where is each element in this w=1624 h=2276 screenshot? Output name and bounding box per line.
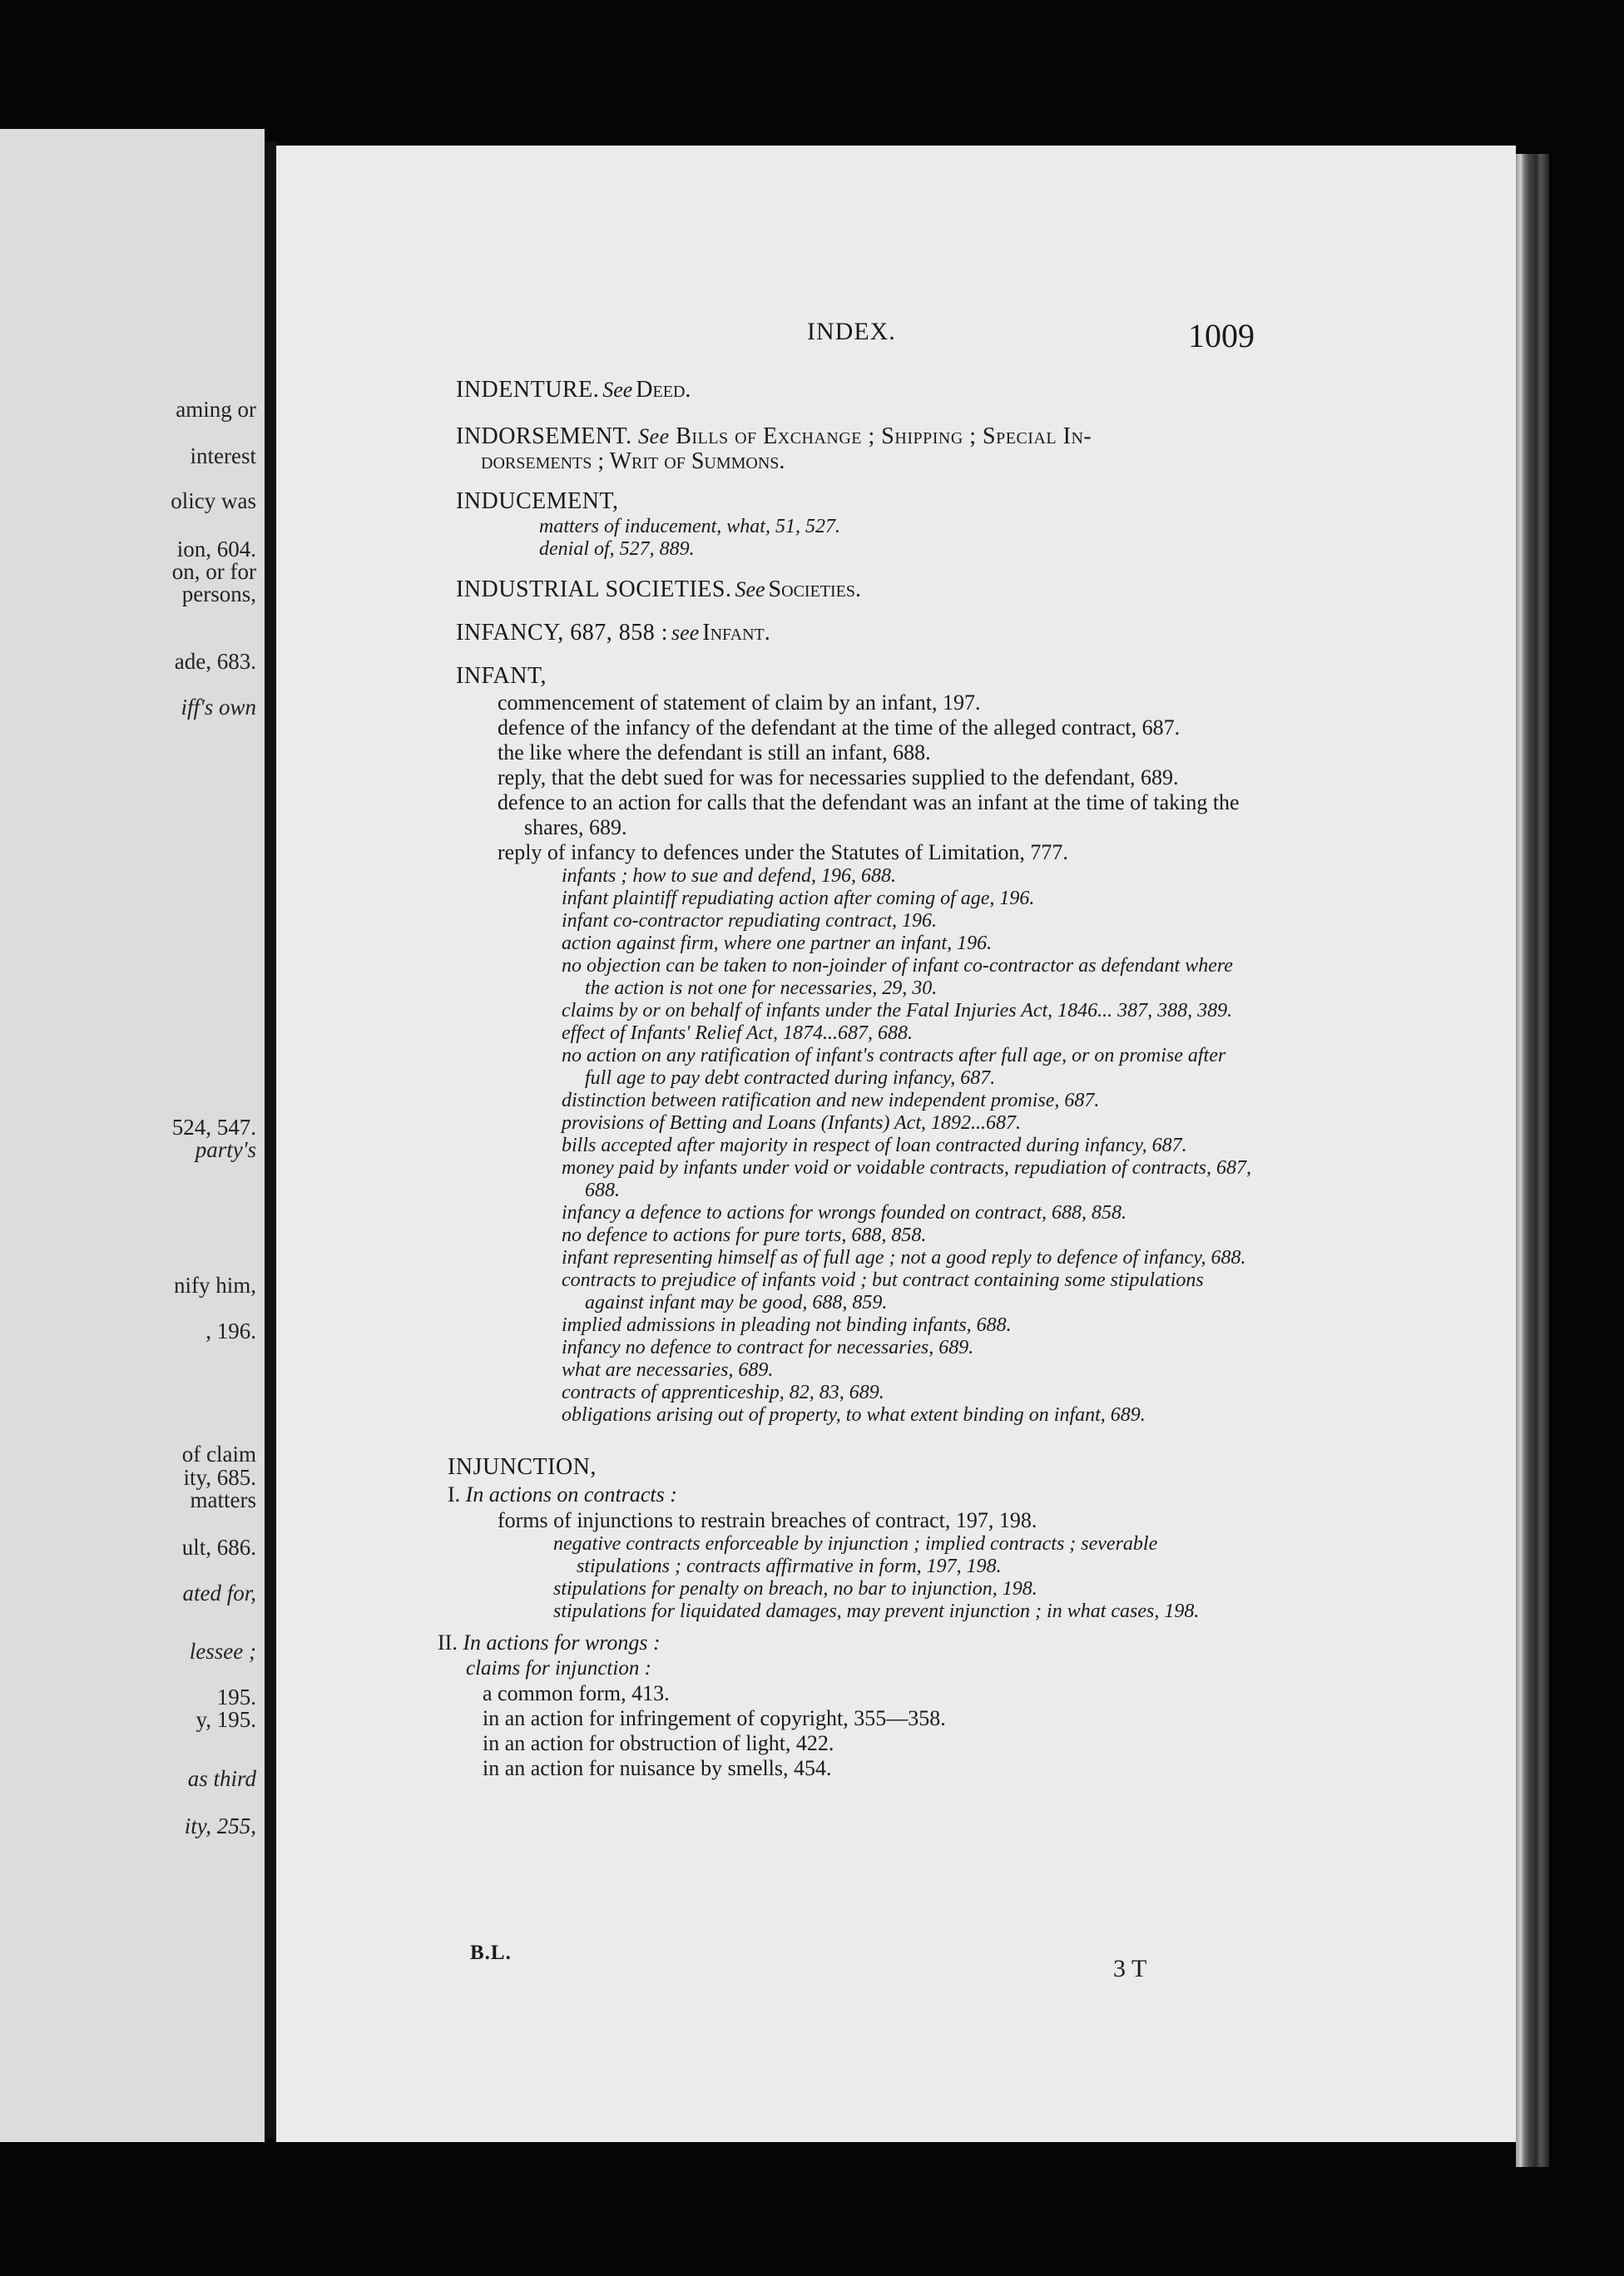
subentry: money paid by infants under void or voidable contracts, repudiation of contracts, 687, 688. (562, 1157, 1252, 1201)
page-title: INDEX. (807, 318, 896, 345)
left-line: iff's own (181, 695, 256, 720)
subentry: stipulations for liquidated damages, may prevent injunction ; in what cases, 198. (553, 1601, 1200, 1622)
entry-head: INDORSEMENT. (456, 423, 632, 449)
entry-injunction (438, 1453, 1255, 1781)
see-label: See (638, 424, 670, 448)
left-line: y, 195. (196, 1707, 256, 1732)
subentry: bills accepted after majority in respect of loan contracted during infancy, 687. (562, 1135, 1187, 1156)
left-line: lessee ; (189, 1639, 256, 1664)
left-line: ity, 685. (183, 1465, 256, 1490)
left-line: aming or (176, 397, 256, 422)
left-line: olicy was (171, 488, 256, 513)
subsection-title: claims for injunction : (466, 1657, 651, 1680)
subentry: no action on any ratification of infant's contracts after full age, or on promise after full age to pay debt contracted during infancy, 687. (562, 1045, 1226, 1089)
subentry: infancy a defence to actions for wrongs founded on contract, 688, 858. (562, 1202, 1127, 1224)
entry-head: INDENTURE. (456, 377, 600, 403)
subentry: provisions of Betting and Loans (Infants) Act, 1892...687. (562, 1112, 1021, 1134)
section-heading (448, 1482, 1255, 1508)
entry-indorsement (456, 423, 1255, 473)
section-number: I. (448, 1482, 461, 1507)
entry-indenture (456, 376, 1255, 404)
entry-industrial-societies (456, 576, 1255, 604)
section-title: In actions for wrongs : (463, 1630, 661, 1655)
subentry: claims by or on behalf of infants under the Fatal Injuries Act, 1846... 387, 388, 389. (562, 1000, 1233, 1022)
subentry: commencement of statement of claim by an infant, 197. (498, 690, 981, 715)
subentry: infancy no defence to contract for necessaries, 689. (562, 1337, 974, 1358)
entry-infant (456, 662, 1255, 1427)
left-line: , 196. (205, 1319, 256, 1343)
subentry: in an action for infringement of copyright, 355—358. (483, 1706, 946, 1730)
left-line: party's (195, 1137, 256, 1162)
subentry: matters of inducement, what, 51, 527. (539, 516, 840, 537)
entry-head: INDUCEMENT, (456, 488, 619, 514)
subentry: defence of the infancy of the defendant at the time of the alleged contract, 687. (498, 715, 1181, 740)
cross-reference: Infant. (702, 620, 770, 646)
section-title: In actions on contracts : (465, 1482, 677, 1507)
left-line: ated for, (182, 1581, 256, 1606)
subentry: denial of, 527, 889. (539, 538, 695, 560)
page-edge (1516, 154, 1549, 2167)
cross-reference: dorsements ; Writ of Summons. (481, 448, 785, 474)
subentry: no objection can be taken to non-joinder of infant co-contractor as defendant where the action is not one for necessaries, 29, 30. (562, 955, 1233, 999)
page-number: 1009 (1188, 317, 1255, 354)
entry-head: INJUNCTION, (448, 1454, 597, 1480)
section-heading (438, 1630, 1255, 1656)
section-number: II. (438, 1630, 458, 1655)
subentry: forms of injunctions to restrain breaches of contract, 197, 198. (498, 1508, 1037, 1532)
subentry: the like where the defendant is still an infant, 688. (498, 740, 931, 764)
entry-infancy (456, 619, 1255, 647)
subentry: effect of Infants' Relief Act, 1874...687, 688. (562, 1022, 913, 1044)
left-line: ion, 604. (176, 537, 256, 562)
subentry: implied admissions in pleading not binding infants, 688. (562, 1314, 1012, 1336)
subentry: contracts to prejudice of infants void ; but contract containing some stipulations against infant may be good, 688, 859. (562, 1269, 1204, 1314)
subentry: reply of infancy to defences under the Statutes of Limitation, 777. (498, 840, 1068, 864)
left-line: on, or for (171, 559, 256, 584)
subentry: reply, that the debt sued for was for necessaries supplied to the defendant, 689. (498, 765, 1179, 789)
left-line: ult, 686. (181, 1535, 256, 1560)
cross-reference: Societies. (768, 576, 861, 602)
subentry: infant plaintiff repudiating action after coming of age, 196. (562, 888, 1035, 909)
entry-head: INDUSTRIAL SOCIETIES. (456, 576, 732, 602)
subentry: infants ; how to sue and defend, 196, 688. (562, 865, 896, 887)
left-line: nify him, (174, 1273, 256, 1298)
left-line: persons, (181, 581, 256, 606)
subentry: in an action for nuisance by smells, 454. (483, 1756, 832, 1780)
subentry: stipulations for penalty on breach, no bar to injunction, 198. (553, 1578, 1037, 1600)
cross-reference: Bills of Exchange ; Shipping ; Special In- (676, 423, 1092, 449)
see-label: see (671, 621, 700, 645)
subentry: no defence to actions for pure torts, 688, 858. (562, 1225, 927, 1246)
subentry: a common form, 413. (483, 1681, 670, 1705)
entry-head: INFANCY, 687, 858 : (456, 620, 669, 646)
see-label: See (602, 378, 633, 402)
cross-reference: Deed. (636, 377, 691, 403)
entry-head: INFANT, (456, 663, 547, 689)
subentry: what are necessaries, 689. (562, 1359, 774, 1381)
gathering-mark: 3 T (1113, 1955, 1147, 1982)
subentry: infant co-contractor repudiating contract, 196. (562, 910, 938, 932)
left-line: interest (190, 443, 256, 468)
subentry: obligations arising out of property, to what extent binding on infant, 689. (562, 1404, 1146, 1426)
subentry: in an action for obstruction of light, 422. (483, 1731, 834, 1755)
subentry: negative contracts enforceable by injunction ; implied contracts ; severable stipulations ; contracts affirmative in form, 197, 198. (553, 1533, 1158, 1577)
left-line: ade, 683. (174, 649, 256, 674)
left-line: as third (187, 1766, 256, 1791)
book-gutter (265, 141, 276, 2138)
subentry: contracts of apprenticeship, 82, 83, 689. (562, 1382, 884, 1403)
left-line: matters (190, 1487, 256, 1512)
left-line: of claim (181, 1442, 256, 1467)
left-line: 524, 547. (171, 1115, 256, 1140)
left-line: 195. (216, 1685, 256, 1709)
subentry: action against firm, where one partner an infant, 196. (562, 933, 993, 954)
left-line: ity, 255, (184, 1813, 256, 1838)
index-content (438, 376, 1255, 1789)
signature-mark: B.L. (470, 1942, 512, 1964)
subentry: infant representing himself as of full age ; not a good reply to defence of infancy, 688. (562, 1247, 1246, 1269)
subentry: distinction between ratification and new independent promise, 687. (562, 1090, 1100, 1111)
subentry: defence to an action for calls that the defendant was an infant at the time of taking the shares, 689. (498, 790, 1240, 839)
entry-inducement (456, 487, 1255, 561)
left-page (0, 129, 265, 2142)
see-label: See (735, 577, 765, 601)
